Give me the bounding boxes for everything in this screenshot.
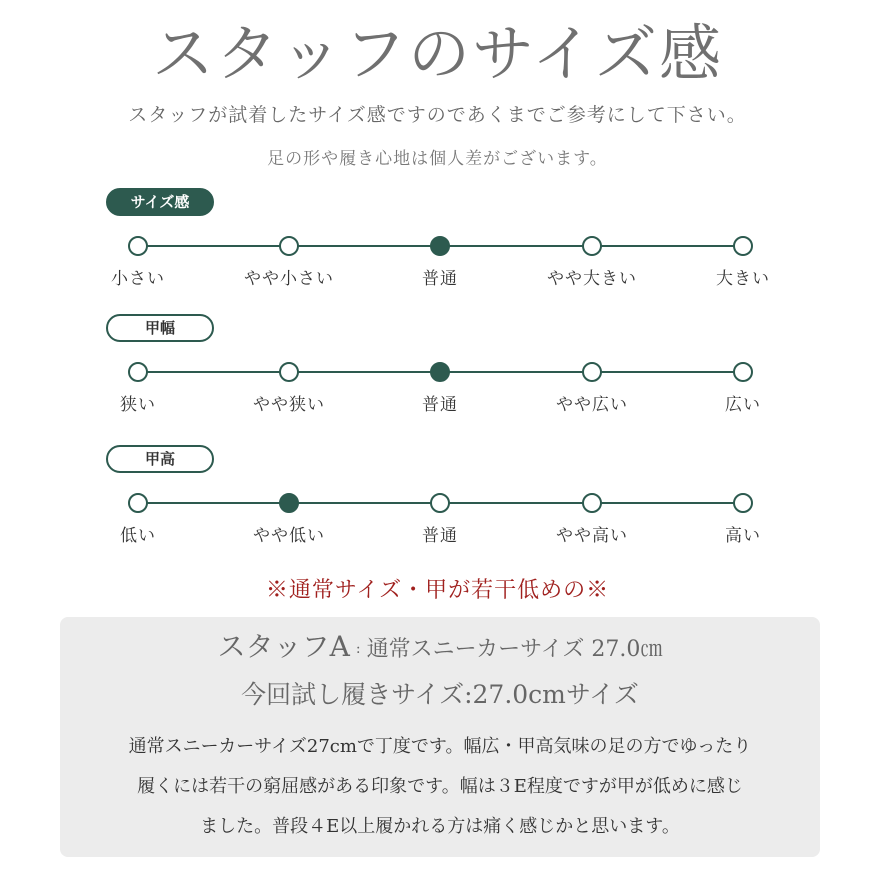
scale-label: やや広い	[556, 395, 628, 415]
review-line: 通常スニーカーサイズ27cmで丁度です。幅広・甲高気味の足の方でゆったり	[128, 736, 752, 757]
scale-label: やや低い	[253, 526, 325, 546]
scale-instep-width	[0, 314, 875, 424]
usual-size: 通常スニーカーサイズ 27.0㎝	[366, 637, 663, 662]
scale-dot	[582, 362, 602, 382]
scale-label: やや高い	[556, 526, 628, 546]
staff-review-card	[60, 617, 820, 857]
scale-label: 高い	[725, 526, 761, 546]
staff-separator: :	[355, 640, 361, 657]
page-title: スタッフのサイズ感	[151, 17, 724, 90]
scale-dot	[733, 236, 753, 256]
trial-size: 今回試し履きサイズ:27.0cmサイズ	[241, 680, 639, 709]
scale-size-feel	[0, 188, 875, 298]
scale-label: やや小さい	[244, 269, 334, 289]
scale-dot	[128, 362, 148, 382]
scale-label: やや大きい	[547, 269, 637, 289]
page-subtitle: スタッフが試着したサイズ感ですのであくまでご参考にして下さい。	[128, 104, 747, 126]
scale-dot	[128, 236, 148, 256]
scale-tag: 甲幅	[106, 314, 214, 342]
scale-label: 普通	[422, 526, 458, 546]
scale-dot	[582, 493, 602, 513]
review-line: ました。普段４E以上履かれる方は痛く感じかと思います。	[200, 816, 680, 837]
scale-label: 大きい	[716, 269, 770, 289]
scale-dot	[582, 236, 602, 256]
scale-label: 普通	[422, 395, 458, 415]
scale-dot	[430, 493, 450, 513]
scale-dot	[733, 362, 753, 382]
scale-tag: サイズ感	[106, 188, 214, 216]
scale-dot	[128, 493, 148, 513]
scale-label: 狭い	[120, 395, 156, 415]
scale-tag: 甲高	[106, 445, 214, 473]
review-body	[70, 727, 810, 847]
scale-label: 小さい	[111, 269, 165, 289]
scale-dot-selected	[430, 236, 450, 256]
scale-label: やや狭い	[253, 395, 325, 415]
scale-dot	[279, 236, 299, 256]
scale-label: 普通	[422, 269, 458, 289]
scale-dot-selected	[430, 362, 450, 382]
scale-dot	[279, 362, 299, 382]
page-subtitle-note: 足の形や履き心地は個人差がございます。	[267, 149, 608, 169]
scale-dot	[733, 493, 753, 513]
scale-label: 低い	[120, 526, 156, 546]
staff-name: スタッフA	[217, 630, 350, 663]
scale-instep-height	[0, 445, 875, 555]
staff-line	[60, 625, 820, 665]
scale-label: 広い	[725, 395, 761, 415]
review-line: 履くには若干の窮屈感がある印象です。幅は３E程度ですが甲が低めに感じ	[137, 776, 743, 797]
scale-dot-selected	[279, 493, 299, 513]
summary-note: ※通常サイズ・甲が若干低めの※	[265, 578, 610, 603]
